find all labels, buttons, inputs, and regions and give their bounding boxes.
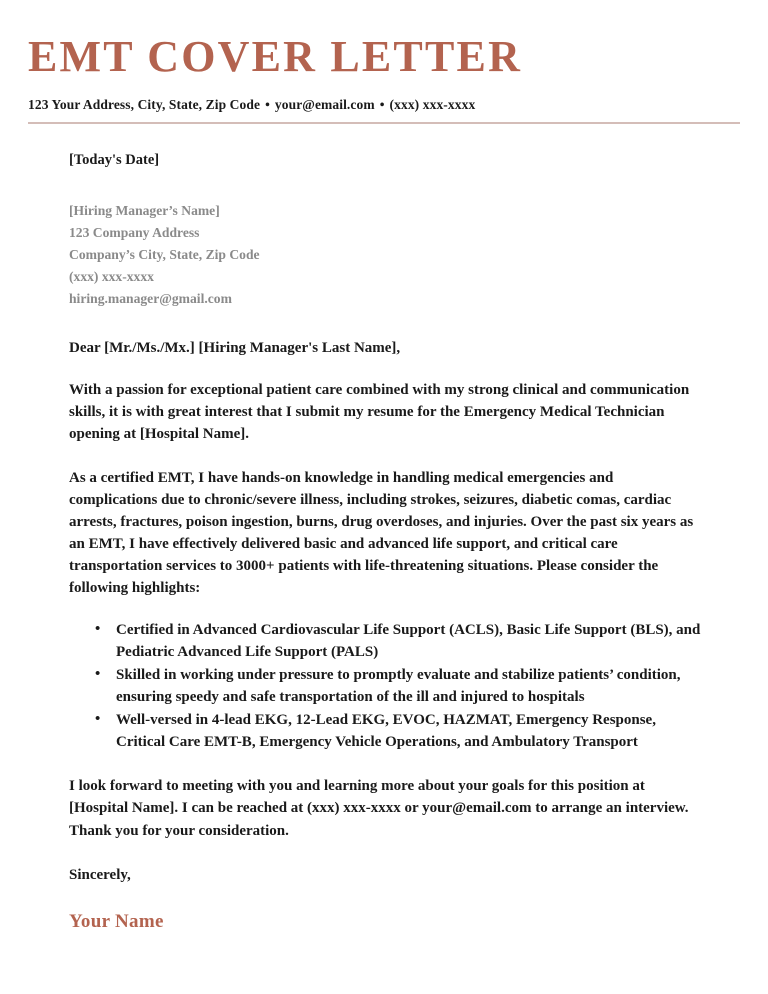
signature-name: Your Name [69,910,164,932]
contact-separator-1: • [265,96,270,112]
header-divider [28,122,740,124]
letter-header [0,0,768,113]
recipient-city-state-zip: Company’s City, State, Zip Code [69,246,260,262]
recipient-phone: (xxx) xxx-xxxx [69,268,154,284]
page-title: EMT COVER LETTER [28,32,523,81]
letter-date: [Today's Date] [69,151,160,168]
contact-email: your@email.com [274,96,375,112]
salutation: Dear [Mr./Ms./Mx.] [Hiring Manager's Last Name], [69,339,401,356]
signoff: Sincerely, [69,866,131,883]
contact-address: 123 Your Address, City, State, Zip Code [28,96,261,112]
list-item: • Well-versed in 4-lead EKG, 12-Lead EKG, EVOC, HAZMAT, Emergency Response, Critical Care EMT-B, Emergency Vehicle Operations, and Ambulatory Transport [116,709,701,753]
highlights-list [69,619,701,753]
list-item: • Certified in Advanced Cardiovascular Life Support (ACLS), Basic Life Support (BLS), and Pediatric Advanced Life Support (PALS) [116,619,701,663]
body-paragraph-3: I look forward to meeting with you and learning more about your goals for this position at [Hospital Name]. I can be reached at (xxx) xxx-xxxx or your@email.com to arrange an interview. Thank you for your consideration. [69,778,689,839]
recipient-email: hiring.manager@gmail.com [69,290,232,306]
recipient-name: [Hiring Manager’s Name] [69,202,220,218]
list-item: • Skilled in working under pressure to promptly evaluate and stabilize patients’ condition, ensuring speedy and safe transportation of the ill and injured to hospitals [116,664,701,708]
contact-info-line [28,97,740,113]
recipient-address-block [69,200,703,310]
letter-body [0,152,703,933]
recipient-street: 123 Company Address [69,224,200,240]
body-paragraph-2: As a certified EMT, I have hands-on knowledge in handling medical emergencies and complications due to chronic/severe illness, including strokes, seizures, diabetic comas, cardiac arrests, fractures, poison ingestion, burns, drug overdoses, and injuries. Over the past six years as an EMT, I have effectively delivered basic and advanced life support, and critical care transportation services to 3000+ patients with life-threatening situations. Please consider the following highlights: [69,469,694,597]
body-paragraph-1: With a passion for exceptional patient care combined with my strong clinical and communication skills, it is with great interest that I submit my resume for the Emergency Medical Technician opening at [Hospital Name]. [69,381,690,442]
contact-phone: (xxx) xxx-xxxx [389,96,476,112]
contact-separator-2: • [379,96,385,112]
